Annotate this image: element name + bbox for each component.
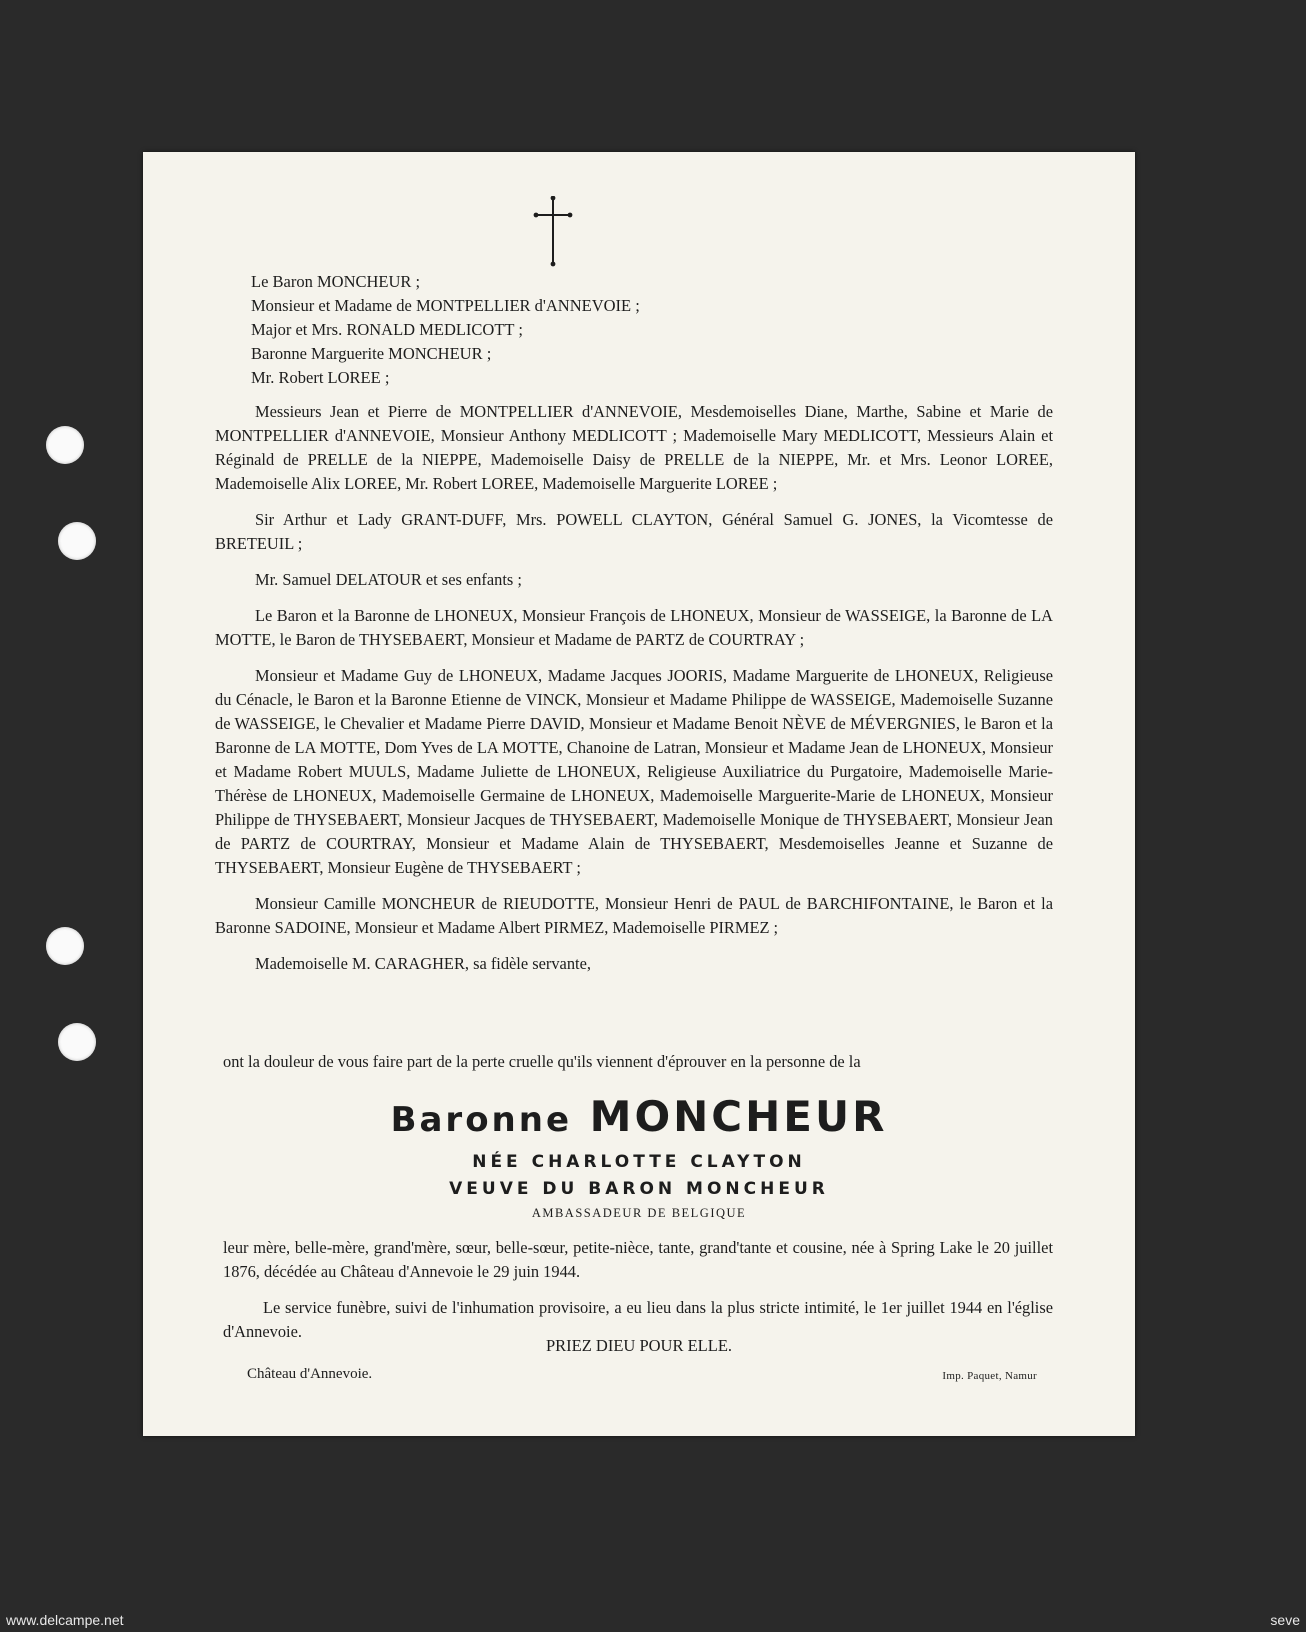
funeral-notice-card xyxy=(143,152,1135,1436)
family-list xyxy=(215,400,1053,988)
mourner-line: Major et Mrs. RONALD MEDLICOTT ; xyxy=(251,320,523,339)
family-paragraph: Le Baron et la Baronne de LHONEUX, Monsieur François de LHONEUX, Monsieur de WASSEIGE, la Baronne de LA MOTTE, le Baron de THYSEBAERT, Monsieur et Madame de PARTZ de COURTRAY ; xyxy=(215,606,1053,649)
deceased-surname: MONCHEUR xyxy=(589,1092,888,1141)
relations-paragraph: leur mère, belle-mère, grand'mère, sœur, belle-sœur, petite-nièce, tante, grand'tante et cousine, née à Spring Lake le 20 juillet 1876, décédée au Château d'Annevoie le 29 juin 1944. xyxy=(223,1238,1053,1281)
binder-hole-4 xyxy=(58,1023,96,1061)
printer-line: Imp. Paquet, Namur xyxy=(942,1370,1037,1382)
announcement-text: ont la douleur de vous faire part de la perte cruelle qu'ils viennent d'éprouver en la personne de la xyxy=(223,1052,861,1071)
family-paragraph: Monsieur Camille MONCHEUR de RIEUDOTTE, Monsieur Henri de PAUL de BARCHIFONTAINE, le Baron et la Baronne SADOINE, Monsieur et Madame Albert PIRMEZ, Mademoiselle PIRMEZ ; xyxy=(215,894,1053,937)
watermark-right: seve xyxy=(1270,1612,1300,1628)
place-line: Château d'Annevoie. xyxy=(247,1366,373,1382)
family-paragraph: Monsieur et Madame Guy de LHONEUX, Madame Jacques JOORIS, Madame Marguerite de LHONEUX, Religieuse du Cénacle, le Baron et la Baronne Etienne de VINCK, Monsieur et Madame Philippe de WASSEIGE, Mademoiselle Suzanne de WASSEIGE, le Chevalier et Madame Pierre DAVID, Monsieur et Madame Benoit NÈVE de MÉVERGNIES, le Baron et la Baronne de LA MOTTE, Dom Yves de LA MOTTE, Chanoine de Latran, Monsieur et Madame Jean de LHONEUX, Monsieur et Madame Robert MUULS, Madame Juliette de LHONEUX, Religieuse Auxiliatrice du Purgatoire, Mademoiselle Marie-Thérèse de LHONEUX, Mademoiselle Germaine de LHONEUX, Mademoiselle Marguerite-Marie de LHONEUX, Monsieur Philippe de THYSEBAERT, Monsieur Jacques de THYSEBAERT, Mademoiselle Monique de THYSEBAERT, Monsieur Jean de PARTZ de COURTRAY, Monsieur et Madame Alain de THYSEBAERT, Mesdemoiselles Jeanne et Suzanne de THYSEBAERT, Monsieur Eugène de THYSEBAERT ; xyxy=(215,666,1053,877)
mourner-line: Baronne Marguerite MONCHEUR ; xyxy=(251,344,492,363)
cross-icon xyxy=(533,196,573,268)
deceased-title-prefix: Baronne xyxy=(390,1100,573,1140)
family-paragraph: Mr. Samuel DELATOUR et ses enfants ; xyxy=(255,570,522,589)
prayer-line: PRIEZ DIEU POUR ELLE. xyxy=(545,1336,733,1355)
mourner-line: Monsieur et Madame de MONTPELLIER d'ANNEVOIE ; xyxy=(251,296,640,315)
family-paragraph: Messieurs Jean et Pierre de MONTPELLIER d'ANNEVOIE, Mesdemoiselles Diane, Marthe, Sabine et Marie de MONTPELLIER d'ANNEVOIE, Monsieur Anthony MEDLICOTT ; Mademoiselle Mary MEDLICOTT, Messieurs Alain et Réginald de PRELLE de la NIEPPE, Mademoiselle Daisy de PRELLE de la NIEPPE, Mr. et Mrs. Leonor LOREE, Mademoiselle Alix LOREE, Mr. Robert LOREE, Mademoiselle Marguerite LOREE ; xyxy=(215,402,1053,493)
deceased-nee: NÉE CHARLOTTE CLAYTON xyxy=(472,1152,806,1172)
mourner-line: Le Baron MONCHEUR ; xyxy=(251,272,421,291)
mourner-line: Mr. Robert LOREE ; xyxy=(251,368,390,387)
service-paragraph: Le service funèbre, suivi de l'inhumation provisoire, a eu lieu dans la plus stricte intimité, le 1er juillet 1944 en l'église d'Annevoie. xyxy=(223,1298,1053,1341)
binder-hole-1 xyxy=(46,426,84,464)
family-paragraph: Mademoiselle M. CARAGHER, sa fidèle servante, xyxy=(255,954,591,973)
principal-mourners xyxy=(251,270,1049,390)
deceased-name xyxy=(143,1092,1135,1141)
deceased-role: AMBASSADEUR DE BELGIQUE xyxy=(531,1206,747,1220)
binder-hole-3 xyxy=(46,927,84,965)
deceased-veuve: VEUVE DU BARON MONCHEUR xyxy=(449,1179,829,1199)
binder-hole-2 xyxy=(58,522,96,560)
watermark-left: www.delcampe.net xyxy=(6,1612,124,1628)
family-paragraph: Sir Arthur et Lady GRANT-DUFF, Mrs. POWELL CLAYTON, Général Samuel G. JONES, la Vicomtesse de BRETEUIL ; xyxy=(215,510,1053,553)
